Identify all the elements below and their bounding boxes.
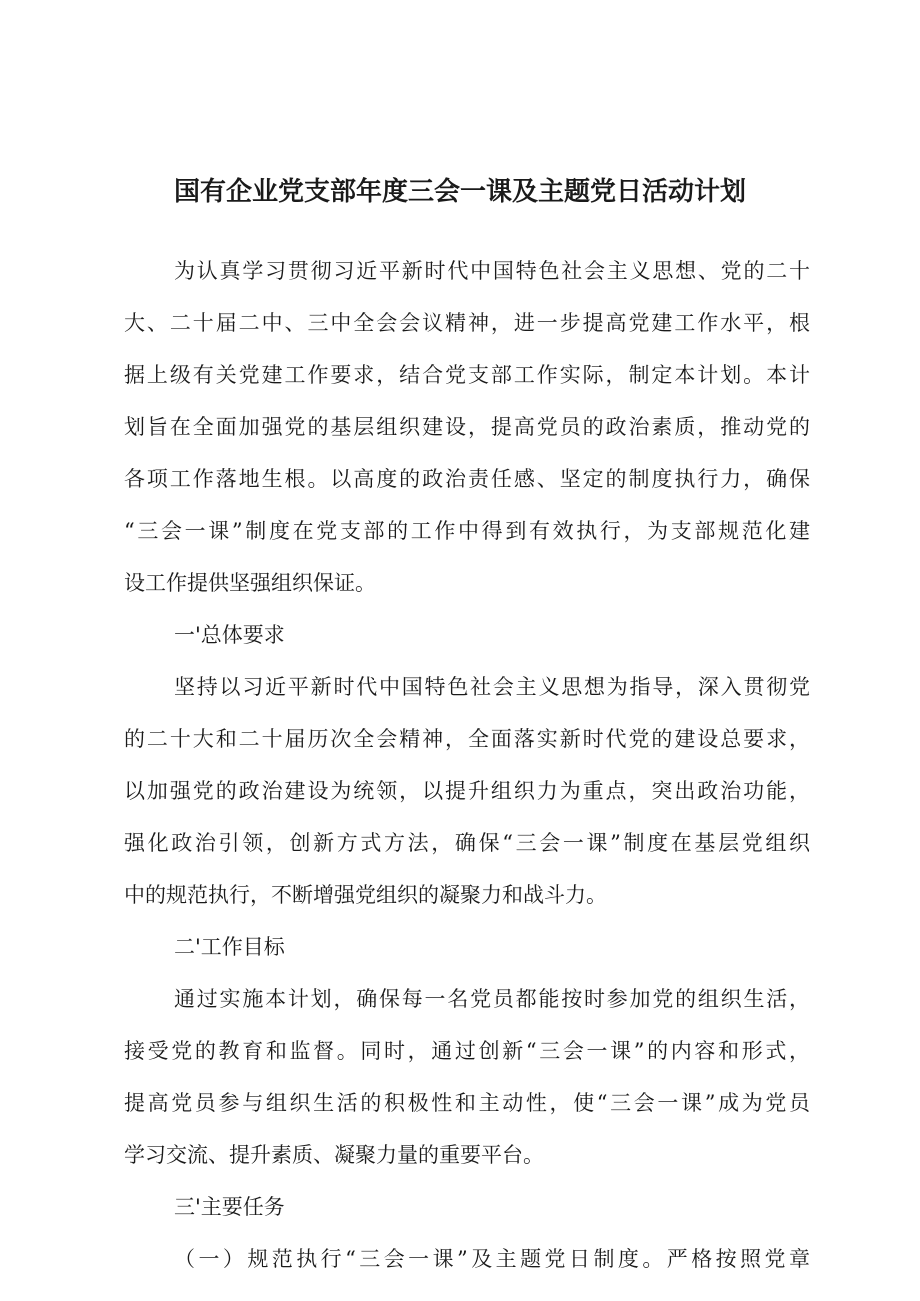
section2-line: 学习交流、提升素质、凝聚力量的重要平台。	[124, 1143, 544, 1167]
intro-line: 设工作提供坚强组织保证。	[124, 571, 376, 595]
section-heading-work-goals: 二'工作目标	[174, 935, 285, 959]
intro-line: 为认真学习贯彻习近平新时代中国特色社会主义思想、党的二十	[174, 259, 810, 283]
intro-line: 划旨在全面加强党的基层组织建设，提高党员的政治素质，推动党的	[124, 415, 810, 439]
section2-line: 接受党的教育和监督。同时，通过创新“三会一课”的内容和形式，	[124, 1039, 810, 1063]
section3-line: （一）规范执行“三会一课”及主题党日制度。严格按照党章	[174, 1247, 810, 1271]
intro-line: “三会一课”制度在党支部的工作中得到有效执行，为支部规范化建	[124, 519, 810, 543]
intro-line: 大、二十届二中、三中全会会议精神，进一步提高党建工作水平，根	[124, 311, 810, 335]
section2-line: 通过实施本计划，确保每一名党员都能按时参加党的组织生活，	[174, 987, 810, 1011]
section1-line: 以加强党的政治建设为统领，以提升组织力为重点，突出政治功能，	[124, 779, 810, 803]
section-heading-main-tasks: 三'主要任务	[174, 1195, 285, 1219]
document-title: 国有企业党支部年度三会一课及主题党日活动计划	[173, 177, 746, 207]
section1-line: 坚持以习近平新时代中国特色社会主义思想为指导，深入贯彻党	[174, 675, 810, 699]
intro-line: 各项工作落地生根。以高度的政治责任感、坚定的制度执行力，确保	[124, 467, 810, 491]
intro-line: 据上级有关党建工作要求，结合党支部工作实际，制定本计划。本计	[124, 363, 810, 387]
section-heading-general-requirements: 一'总体要求	[174, 623, 285, 647]
section1-line: 中的规范执行，不断增强党组织的凝聚力和战斗力。	[124, 883, 607, 907]
section1-line: 的二十大和二十届历次全会精神，全面落实新时代党的建设总要求，	[124, 727, 810, 751]
section1-line: 强化政治引领，创新方式方法，确保“三会一课”制度在基层党组织	[124, 831, 810, 855]
section2-line: 提高党员参与组织生活的积极性和主动性，使“三会一课”成为党员	[124, 1091, 810, 1115]
